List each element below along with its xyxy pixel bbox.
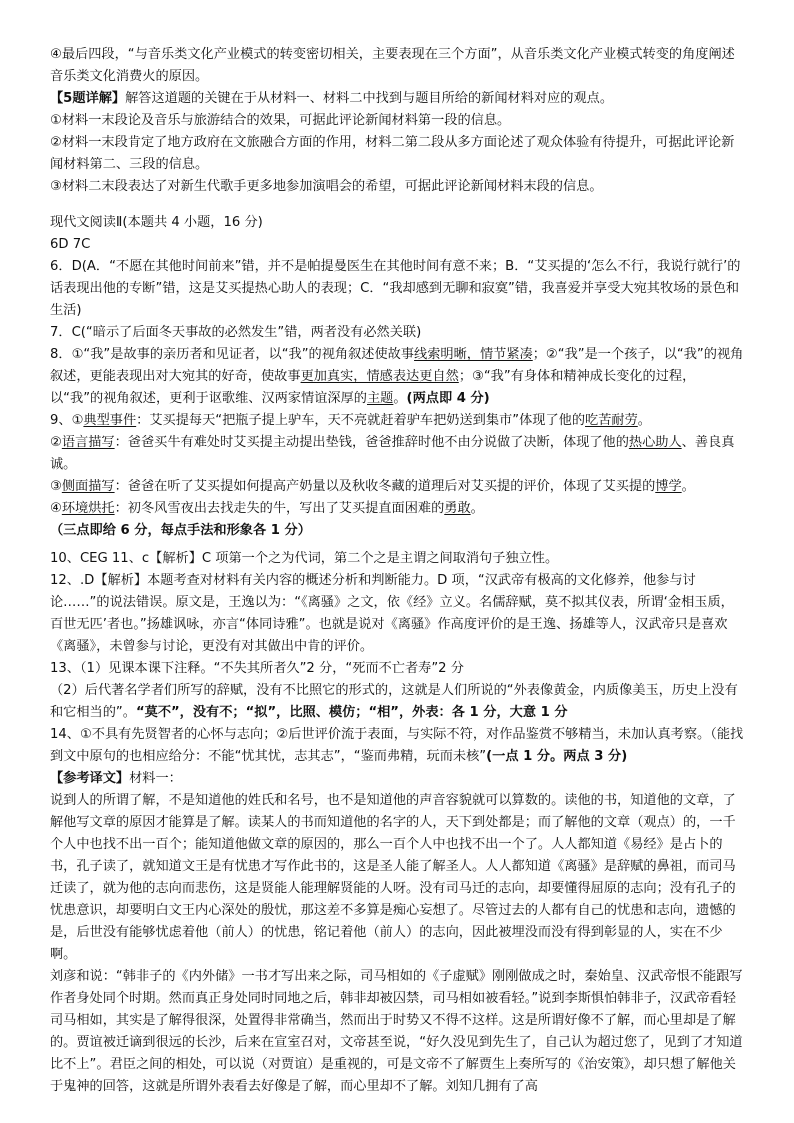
q9-technique: 典型事件 [83, 413, 137, 428]
q8-part: 8．①“我”是故事的亲历者和见证者，以“我”的视角叙述使故事 [50, 347, 415, 362]
q14-score-note: (一点 1 分。两点 3 分) [486, 749, 628, 764]
q9-technique: 环境烘托 [61, 501, 115, 516]
q9-trait: 博学 [655, 479, 682, 494]
q8-underline: 更加真实，情感表达更自然 [300, 369, 459, 384]
q9-part: ③ [50, 479, 62, 494]
ref-title: 【参考译文】 [50, 771, 130, 786]
q9-part: ：爸爸买牛有难处时艾买提主动提出垫钱，爸爸推辞时他不由分说做了决断，体现了他的 [114, 435, 629, 450]
q8-underline: 主题 [366, 391, 394, 406]
q8-part: 。 [393, 391, 407, 406]
q9-part: ② [50, 435, 62, 450]
q8-score-note: (两点即 4 分) [406, 391, 490, 406]
q9-technique: 侧面描写 [61, 479, 115, 494]
ref-label: 材料一： [129, 771, 182, 786]
q10-11: 10、CEG 11、c【解析】C 项第一个之为代词，第二个之是主谓之间取消句子独立性。 [50, 551, 559, 566]
translation-para-2: 刘彦和说：“韩非子的《内外储》一书才写出来之际，司马相如的《子虚赋》刚刚做成之时，秦始皇、汉武帝恨不能跟写作者身处同个时期。然而真正身处同时同地之后，韩非却被囚禁，司马相如被看轻。”说到李斯惧怕韩非子，汉武帝看轻司马相如，其实是了解得很深，处置得非常确当，然而出于时势又不得不这样。这是所谓好像不了解，而心里却是了解的。贾谊被迁谪到很远的长沙，后来在宣室召对，文帝甚至说，“好久没见到先生了，自己认为超过您了，见到了才知道比不上”。君臣之间的相处，可以说（对贾谊）是重视的，可是文帝不了解贾生上奏所写的《治安策》，却只想了解他关于鬼神的回答，这就是所谓外表看去好像是了解，而心里却不了解。刘知几拥有了高 [50, 969, 743, 1094]
q9-point-1 [50, 410, 744, 432]
q5-point-2: ②材料一末段肯定了地方政府在文旅融合方面的作用，材料二第二段从多方面论述了观众体验有待提升，可据此评论新闻材料第二、三段的信息。 [50, 135, 735, 172]
q5-intro [50, 88, 744, 110]
q14-text: 14、①不具有先贤智者的心怀与志向；②后世评价流于表面，与实际不符，对作品鉴赏不够精当，未加认真考察。（能找到文中原句的也相应给分：不能“忧其忧，志其志”，“鉴而弗精，玩而未核” [50, 727, 744, 764]
q9-part: 、善良真诚。 [50, 435, 735, 472]
q9-part: ：艾买提每天“把瓶子提上驴车，天不亮就赶着驴车把奶送到集市”体现了他的 [136, 413, 586, 428]
q13-1: 13、（1）见课本课下注释。“不失其所者久”2 分，“死而不亡者寿”2 分 [50, 661, 464, 676]
q9-part: 9、① [50, 413, 84, 428]
q13-2-text: （2）后代著名学者们所写的辞赋，没有不比照它的形式的，这就是人们所说的“外表像黄金，内质像美玉，历史上没有和它相当的”。 [50, 683, 738, 720]
q9-part: ：爸爸在听了艾买提如何提高产奶量以及秋收冬藏的道理后对艾买提的评价，体现了艾买提的 [114, 479, 656, 494]
q8 [50, 344, 744, 410]
q9-part: ④ [50, 501, 62, 516]
q9-trait: 吃苦耐劳 [585, 413, 638, 428]
q9-part: ：初冬风雪夜出去找走失的牛，写出了艾买提直面困难的 [114, 501, 445, 516]
q9-technique: 语言描写 [61, 435, 115, 450]
q9-point-3 [50, 476, 744, 498]
section-heading: 现代文阅读Ⅱ(本题共 4 小题，16 分) [50, 215, 263, 230]
section-3 [50, 548, 744, 1098]
q13-2 [50, 680, 744, 724]
q9-point-2 [50, 432, 744, 476]
q8-part: ；②“我”是一个孩子，以“我”的视角叙述，更能表现出对大宛其的好奇，使故事 [50, 347, 744, 384]
q9-part: 。 [637, 413, 651, 428]
translation-para-1: 说到人的所谓了解，不是知道他的姓氏和名号，也不是知道他的声音容貌就可以算数的。读他的书，知道他的文章，了解他写文章的原因才能算是了解。读某人的书而知道他的名字的人，天下到处都是；而了解他的文章（观点）的，一千个人中也找不出一百个；能知道他做文章的原因的，那么一百个人中也找不出一个了。人人都知道《易经》是占卜的书，孔子读了，就知道文王是有忧患才写作此书的，这是圣人能了解圣人。人人都知道《离骚》是辞赋的鼻祖，而司马迁读了，就为他的志向而悲伤，这是贤能人能理解贤能的人呀。没有司马迁的志向，却要懂得屈原的志向；没有孔子的忧患意识，却要明白文王内心深处的殷忧，那这差不多算是痴心妄想了。尽管过去的人都有自己的忧患和志向，遗憾的是，后世没有能够忧虑着他（前人）的忧患，铭记着他（前人）的志向，因此被埋没而没有得到彰显的人，实在不少啊。 [50, 793, 736, 962]
para-4: ④最后四段，“与音乐类文化产业模式的转变密切相关，主要表现在三个方面”，从音乐类文化产业模式转变的角度阐述音乐类文化消费火的原因。 [50, 47, 735, 84]
section-1 [50, 44, 744, 198]
q5-title: 【5题详解】 [50, 91, 126, 106]
section-2 [50, 212, 744, 542]
q9-point-4 [50, 498, 744, 520]
q7: 7．C(“暗示了后面冬天事故的必然发生”错，两者没有必然关联) [50, 325, 422, 340]
q8-part: ；③“我”有身体和精神成长变化的过程，以“我”的视角叙述，更利于讴歌维、汉两家情谊深厚的 [50, 369, 696, 406]
q9-part: 。 [470, 501, 484, 516]
q14 [50, 724, 744, 768]
q9-score-note: （三点即给 6 分，每点手法和形象各 1 分） [50, 523, 311, 538]
q9-trait: 热心助人 [628, 435, 682, 450]
answer-line: 6D 7C [50, 237, 91, 252]
q9-trait: 勇敢 [444, 501, 471, 516]
q5-point-3: ③材料二末段表达了对新生代歌手更多地参加演唱会的希望，可据此评论新闻材料末段的信息。 [50, 179, 603, 194]
q5-intro-text: 解答这道题的关键在于从材料一、材料二中找到与题目所给的新闻材料对应的观点。 [125, 91, 614, 106]
reference-translation-heading [50, 768, 744, 790]
q8-underline: 线索明晰，情节紧凑 [414, 347, 533, 362]
q6: 6．D(A．“不愿在其他时间前来”错，并不是帕提曼医生在其他时间有意不来；B．“艾买提的‘怎么不行，我说行就行’的话表现出他的专断”错，这是艾买提热心助人的表现；C．“我却感到无聊和寂寞”错，我喜爱并享受大宛其牧场的景色和生活) [50, 259, 741, 318]
q9-part: 。 [681, 479, 695, 494]
q12: 12、.D【解析】本题考查对材料有关内容的概述分析和判断能力。D 项，“汉武帝有极高的文化修养，他参与讨论……”的说法错误。原文是，王逸以为：“《离骚》之文，依《经》立义。名儒辞赋，莫不拟其仪表，所谓‘金相玉质，百世无匹’者也。”扬雄讽咏，亦言“体同诗雅”。也就是说对《离骚》作高度评价的是王逸、扬雄等人，汉武帝只是喜欢《离骚》，未曾参与讨论，更没有对其做出中肯的评价。 [50, 573, 734, 654]
q13-2-scoring: “莫不”，没有不；“拟”，比照、模仿；“相”，外表：各 1 分，大意 1 分 [135, 705, 568, 720]
q5-point-1: ①材料一末段论及音乐与旅游结合的效果，可据此评论新闻材料第一段的信息。 [50, 113, 511, 128]
